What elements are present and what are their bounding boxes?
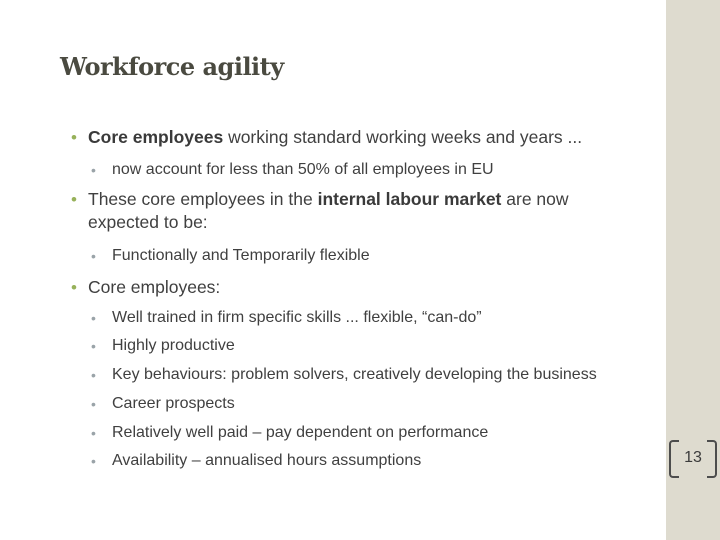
sub-bullet-eu-share [91, 160, 494, 180]
sub-bullet-text: now account for less than 50% of all employees in EU [112, 161, 494, 178]
slide-title: Workforce agility [60, 52, 284, 81]
bullet-core-employees [73, 126, 643, 149]
sub-bullet-icon: • [91, 396, 96, 412]
sub-bullet-item [91, 365, 597, 385]
sub-bullet-item [91, 336, 235, 356]
page-number-box [669, 440, 717, 476]
sub-bullet-text: Key behaviours: problem solvers, creatively developing the business [112, 366, 597, 383]
sub-bullet-text: Availability – annualised hours assumptions [112, 452, 422, 469]
bullet-icon: • [71, 128, 77, 147]
sub-bullet-flexible [91, 246, 370, 266]
sub-bullet-text: Well trained in firm specific skills ... flexible, “can-do” [112, 309, 482, 326]
sub-bullet-item [91, 423, 489, 443]
bullet-bold-text: internal labour market [317, 189, 502, 209]
bullet-icon: • [71, 190, 77, 209]
bullet-bold-text: Core employees [88, 127, 224, 147]
bullet-text: Core employees: [88, 277, 221, 297]
sub-bullet-text: Functionally and Temporarily flexible [112, 247, 370, 264]
sub-bullet-text: Career prospects [112, 395, 235, 412]
sub-bullet-item [91, 394, 235, 414]
sub-bullet-text: Relatively well paid – pay dependent on performance [112, 424, 489, 441]
sub-bullet-icon: • [91, 310, 96, 326]
bullet-text: working standard working weeks and years ... [223, 127, 583, 147]
sub-bullet-icon: • [91, 425, 96, 441]
bullet-text: These core employees in the [88, 189, 318, 209]
page-number: 13 [684, 449, 702, 466]
sub-bullet-icon: • [91, 367, 96, 383]
sub-bullet-icon: • [91, 453, 96, 469]
bullet-text: are now expected to be: [88, 189, 569, 232]
sub-bullet-text: Highly productive [112, 337, 235, 354]
sub-bullet-item [91, 308, 482, 328]
sub-bullet-icon: • [91, 338, 96, 354]
bullet-icon: • [71, 278, 77, 297]
sub-bullet-icon: • [91, 162, 96, 178]
bullet-core-employees-list [73, 276, 643, 299]
bullet-internal-labour-market [73, 188, 643, 234]
sub-bullet-icon: • [91, 248, 96, 264]
sub-bullet-item [91, 451, 422, 471]
